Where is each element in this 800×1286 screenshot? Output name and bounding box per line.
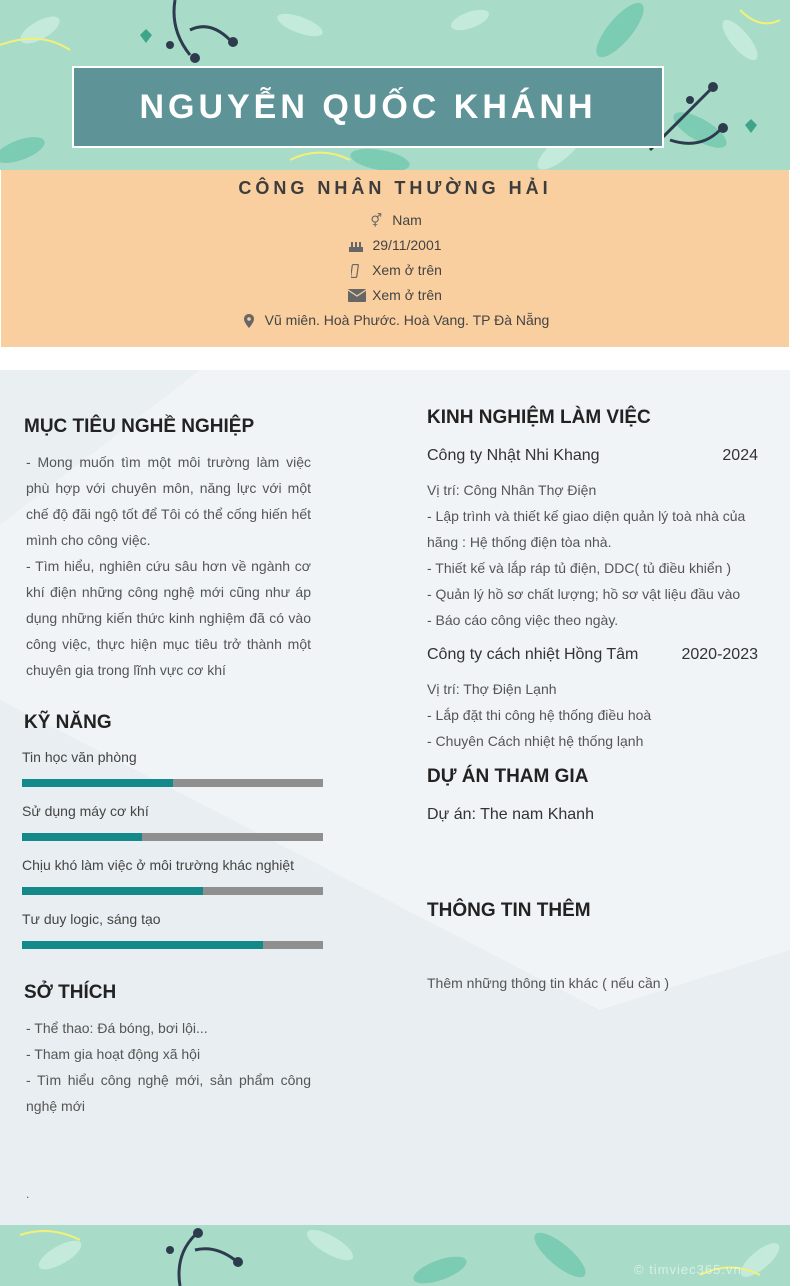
extra-info-title: THÔNG TIN THÊM (427, 900, 591, 921)
project-text: Dự án: The nam Khanh (427, 806, 594, 823)
phone-icon (348, 264, 364, 278)
objective-text (26, 449, 311, 683)
objective-paragraph: - Mong muốn tìm một môi trường làm việc phù hợp với chuyên môn, năng lực với một chế độ đãi ngộ tốt để Tôi có thể cống hiến hết mình cho công việc. (26, 454, 311, 548)
job-detail-line: - Thiết kế và lắp ráp tủ điện, DDC( tủ điều khiển ) (427, 560, 732, 576)
job-details (427, 676, 767, 754)
birthday-cake-icon (348, 239, 364, 253)
skill-bar (22, 833, 323, 841)
email-row (1, 285, 789, 305)
skill-bar-fill (22, 941, 263, 949)
job-detail-line: - Lập trình và thiết kế giao diện quản lý toà nhà của hãng : Hệ thống điện tòa nhà. (427, 508, 746, 550)
skill-bar-fill (22, 779, 173, 787)
footer-dot: . (26, 1187, 30, 1201)
address-row (1, 310, 789, 330)
hobby-item: - Tìm hiểu công nghệ mới, sản phẩm công nghệ mới (26, 1072, 311, 1114)
address-value: Vũ miên. Hoà Phước. Hoà Vang. TP Đà Nẵng (264, 312, 550, 328)
name-banner (72, 66, 664, 148)
job-detail-line: - Lắp đặt thi công hệ thống điều hoà (427, 707, 652, 723)
hobbies-list (26, 1015, 311, 1119)
skill-bar-fill (22, 887, 203, 895)
email-value: Xem ở trên (372, 287, 442, 303)
job-year: 2020-2023 (681, 646, 758, 663)
skill-label: Chịu khó làm việc ở môi trường khác nghiệt (22, 857, 295, 873)
skill-label: Sử dụng máy cơ khí (22, 803, 149, 819)
skill-label: Tin học văn phòng (22, 749, 137, 765)
gender-icon: ⚥ (370, 213, 383, 229)
hobby-item: - Tham gia hoạt động xã hội (26, 1046, 201, 1062)
birthday-value: 29/11/2001 (372, 237, 442, 253)
gender-value: Nam (392, 212, 422, 228)
job-detail-line: - Báo cáo công việc theo ngày. (427, 612, 619, 628)
objective-title: MỤC TIÊU NGHỀ NGHIỆP (24, 416, 255, 437)
company-name: Công ty Nhật Nhi Khang (427, 447, 600, 464)
extra-info-text: Thêm những thông tin khác ( nếu cần ) (427, 975, 670, 991)
map-pin-icon (241, 314, 257, 328)
skills-title: KỸ NĂNG (24, 712, 112, 733)
resume-body (0, 370, 790, 1225)
job-year: 2024 (722, 447, 758, 464)
skill-label: Tư duy logic, sáng tạo (22, 911, 161, 927)
envelope-icon (348, 289, 364, 303)
birthday-row (1, 235, 789, 255)
job-detail-line: Vị trí: Thợ Điện Lạnh (427, 681, 557, 697)
hobbies-title: SỞ THÍCH (24, 982, 117, 1003)
phone-row (1, 260, 789, 280)
skill-bar (22, 779, 323, 787)
skill-bar (22, 887, 323, 895)
hobby-item: - Thể thao: Đá bóng, bơi lội... (26, 1020, 208, 1036)
skill-bar (22, 941, 323, 949)
objective-paragraph: - Tìm hiểu, nghiên cứu sâu hơn về ngành cơ khí điện những công nghệ mới cũng như áp dụng những kiến thức kinh nghiệm đã có vào công việc, thực hiện mục tiêu trở thành một chuyên gia trong lĩnh vực cơ khí (26, 558, 311, 678)
job-title: CÔNG NHÂN THƯỜNG HẢI (238, 178, 552, 198)
skill-bar-fill (22, 833, 142, 841)
gender-row (1, 210, 789, 230)
job-detail-line: - Quản lý hồ sơ chất lượng; hồ sơ vật liệu đầu vào (427, 586, 741, 602)
phone-value: Xem ở trên (372, 262, 442, 278)
job-detail-line: Vị trí: Công Nhân Thợ Điện (427, 482, 597, 498)
job-details (427, 477, 767, 633)
experience-title: KINH NGHIỆM LÀM VIỆC (427, 407, 651, 428)
projects-title: DỰ ÁN THAM GIA (427, 766, 589, 787)
personal-info-band (1, 170, 789, 347)
job-detail-line: - Chuyên Cách nhiệt hệ thống lạnh (427, 733, 644, 749)
candidate-name: NGUYỄN QUỐC KHÁNH (139, 87, 597, 126)
company-name: Công ty cách nhiệt Hồng Tâm (427, 646, 639, 663)
watermark: © timviec365.vn (634, 1262, 742, 1277)
